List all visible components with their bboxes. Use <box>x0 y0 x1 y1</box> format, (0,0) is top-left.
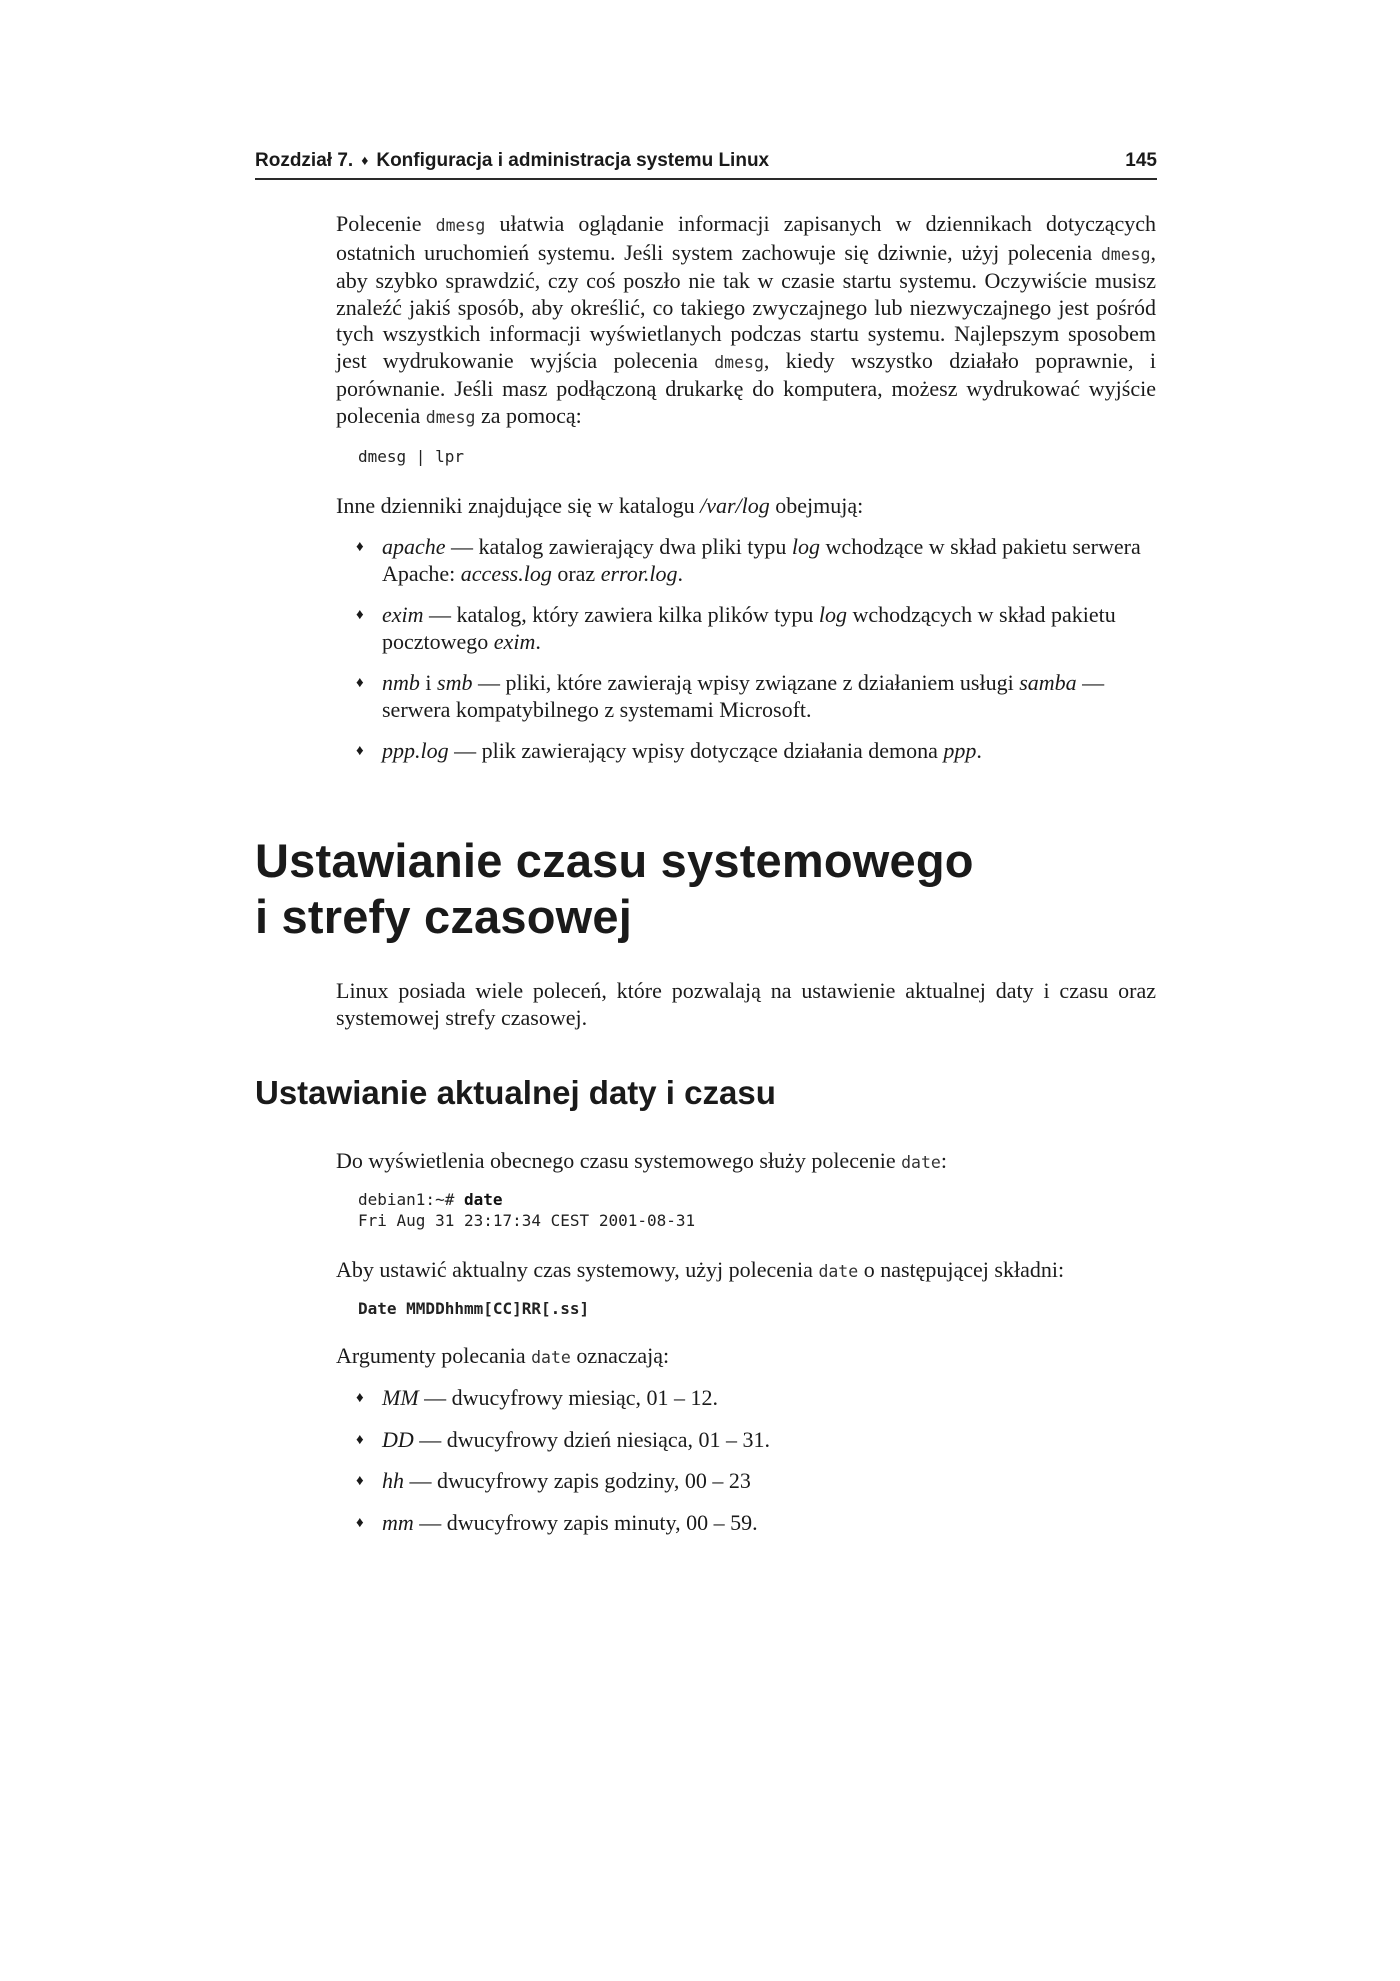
page-number: 145 <box>1125 150 1157 171</box>
diamond-icon: ♦ <box>361 152 369 168</box>
args-paragraph: Argumenty polecania date oznaczają: <box>336 1343 670 1368</box>
chapter-title: Rozdział 7. ♦ Konfiguracja i administracja systemu Linux <box>255 150 770 171</box>
diamond-bullet-icon: ♦ <box>356 675 364 691</box>
inline-code: date <box>901 1153 941 1172</box>
subsection-heading: Ustawianie aktualnej daty i czasu <box>255 1074 776 1111</box>
args-list <box>356 1385 1156 1536</box>
list-item: ♦ mm — dwucyfrowy zapis minuty, 00 – 59. <box>356 1509 758 1535</box>
logs-intro: Inne dzienniki znajdujące się w katalogu /var/log obejmują: <box>336 493 864 518</box>
list-item: ♦ ppp.log — plik zawierający wpisy dotyczące działania demona ppp. <box>356 738 982 763</box>
list-item: ♦ MM — dwucyfrowy miesiąc, 01 – 12. <box>356 1385 719 1410</box>
inline-code: date <box>818 1262 859 1281</box>
code-date-output: debian1:~# date Fri Aug 31 23:17:34 CEST 2001-08-31 <box>358 1190 696 1230</box>
diamond-bullet-icon: ♦ <box>356 743 364 759</box>
inline-code: date <box>531 1348 571 1367</box>
list-item: ♦ exim — katalog, który zawiera kilka plików typu log wchodzących w skład pakietu pocztowego exim. <box>356 602 1116 654</box>
inline-code: dmesg <box>714 352 764 372</box>
running-header <box>255 148 1157 180</box>
list-item: ♦ apache — katalog zawierający dwa pliki typu log wchodzące w skład pakietu serwera Apache: access.log oraz error.log. <box>356 534 1141 586</box>
inline-code: dmesg <box>435 216 486 235</box>
diamond-bullet-icon: ♦ <box>356 1390 364 1406</box>
diamond-bullet-icon: ♦ <box>356 1473 364 1489</box>
code-dmesg-lpr: dmesg | lpr <box>358 447 464 466</box>
section-intro: Linux posiada wiele poleceń, które pozwalają na ustawienie aktualnej daty i czasu oraz systemowej strefy czasowej. <box>336 978 1156 1030</box>
inline-code: dmesg <box>425 407 476 427</box>
section-heading: Ustawianie czasu systemowego i strefy czasowej <box>255 834 974 943</box>
inline-code: dmesg <box>1100 244 1151 264</box>
code-date-syntax: Date MMDDhhmm[CC]RR[.ss] <box>358 1299 590 1318</box>
diamond-bullet-icon: ♦ <box>356 539 364 555</box>
log-list <box>356 534 1156 765</box>
dmesg-paragraph: Polecenie dmesg ułatwia oglądanie informacji zapisanych w dziennikach dotyczących ostatnich uruchomień systemu. Jeśli system zachowuje się dziwnie, użyj polecenia dmesg, aby szybko sprawdzić, czy coś poszło nie tak w czasie startu systemu. Oczywiście musisz znaleźć jakiś sposób, aby określić, co takiego zwyczajnego lub niezwyczajnego jest pośród tych wszystkich informacji wyświetlanych podczas startu systemu. Najlepszym sposobem jest wydrukowanie wyjścia polecenia dmesg, kiedy wszystko działało poprawnie, i porównanie. Jeśli masz podłączoną drukarkę do komputera, możesz wydrukować wyjście polecenia dmesg za pomocą: <box>336 211 1157 428</box>
path-text: /var/log <box>700 493 770 518</box>
diamond-bullet-icon: ♦ <box>356 1514 364 1531</box>
list-item: ♦ hh — dwucyfrowy zapis godziny, 00 – 23 <box>356 1468 751 1493</box>
date-paragraph: Do wyświetlenia obecnego czasu systemowego służy polecenie date: <box>336 1148 947 1173</box>
list-item: ♦ nmb i smb — pliki, które zawierają wpisy związane z działaniem usługi samba — serwera kompatybilnego z systemami Microsoft. <box>356 670 1105 722</box>
set-date-paragraph: Aby ustawić aktualny czas systemowy, użyj polecenia date o następującej składni: <box>336 1257 1065 1282</box>
diamond-bullet-icon: ♦ <box>356 1431 364 1448</box>
diamond-bullet-icon: ♦ <box>356 607 364 623</box>
list-item: ♦ DD — dwucyfrowy dzień niesiąca, 01 – 31. <box>356 1426 770 1452</box>
